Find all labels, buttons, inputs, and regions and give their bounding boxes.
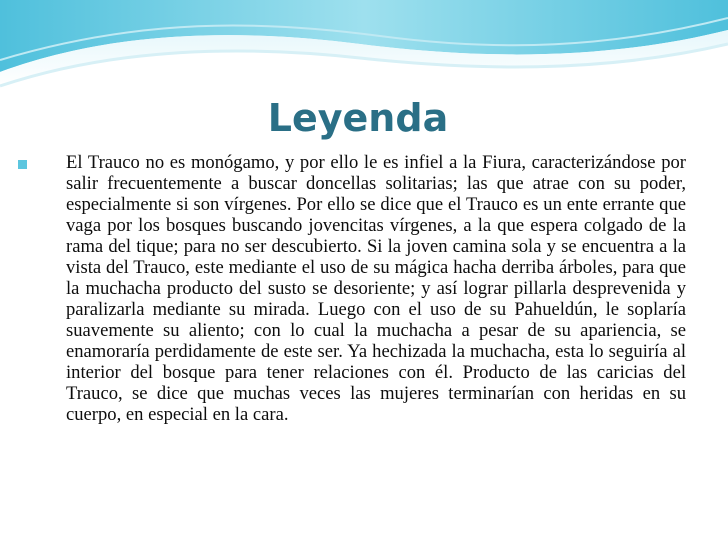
bullet-square-icon <box>18 160 27 169</box>
slide-title: Leyenda <box>267 96 449 140</box>
bullet-item-text: El Trauco no es monógamo, y por ello le es infiel a la Fiura, caracterizándose por salir frecuentemente a buscar doncellas solitarias; las que atrae con su poder, especialmente si son vírgenes. Por ello se dice que el Trauco es un ente errante que vaga por los bosques buscando jovencitas vírgenes, a la que espera colgado de la rama del tique; para no ser descubierto. Si la joven camina sola y se encuentra a la vista del Trauco, este mediante el uso de su mágica hacha derriba árboles, para que la muchacha producto del susto se desoriente; y así lograr pillarla desprevenida y paralizarla mediante su mirada. Luego con el uso de su Pahueldún, le soplaría suavemente su aliento; con lo cual la muchacha a pesar de su apariencia, se enamoraría perdidamente de este ser. Ya hechizada la muchacha, esta lo seguiría al interior del bosque para tener relaciones con él. Producto de las caricias del Trauco, se dice que muchas veces las mujeres terminarían con heridas en su cuerpo, en especial en la cara. <box>66 152 686 425</box>
header-waves <box>0 0 728 100</box>
bullet-list <box>46 152 686 425</box>
